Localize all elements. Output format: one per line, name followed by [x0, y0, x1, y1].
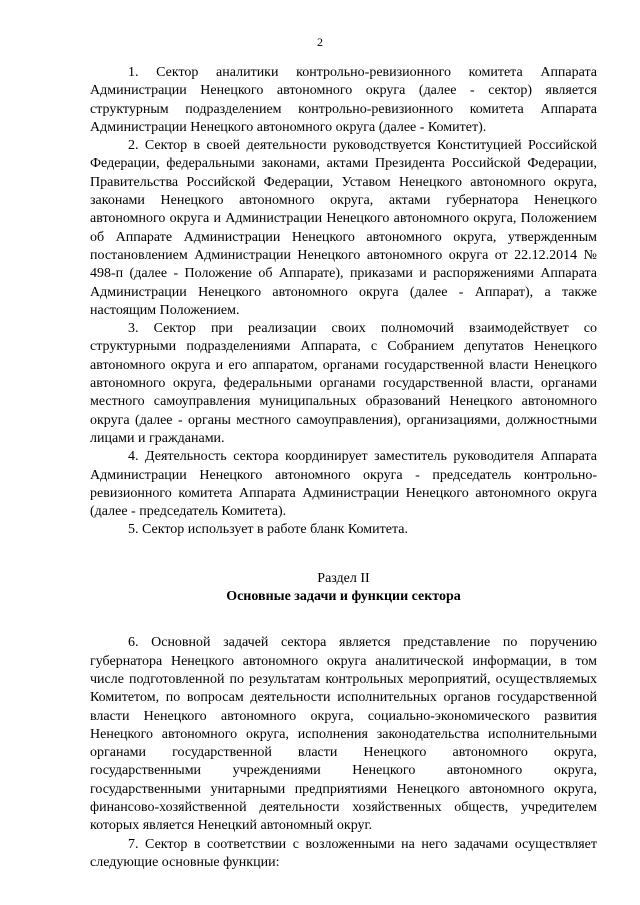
paragraph-4: 4. Деятельность сектора координирует заместитель руководителя Аппарата Администрации Ненецкого автономного округа - председатель контрольно-ревизионного комитета Аппарата Администрации Ненецкого автономного округа (далее - председатель Комитета). — [90, 449, 597, 520]
paragraph-5: 5. Сектор использует в работе бланк Комитета. — [128, 522, 408, 538]
section-number: Раздел II — [317, 570, 370, 586]
paragraph-3: 3. Сектор при реализации своих полномочий взаимодействует со структурными подразделениями Аппарата, с Собранием депутатов Ненецкого автономного округа и его аппаратом, органами государственной власти Ненецкого автономного округа, федеральными органами государственной власти, органами местного самоуправления муниципальных образований Ненецкого автономного округа (далее - органы местного самоуправления), организациями, должностными лицами и гражданами. — [90, 321, 597, 446]
page-number: 2 — [317, 35, 323, 49]
document-body — [90, 64, 597, 872]
paragraph-2: 2. Сектор в своей деятельности руководствуется Конституцией Российской Федерации, федеральными законами, актами Президента Российской Федерации, Правительства Российской Федерации, Уставом Ненецкого автономного округа, законами Ненецкого автономного округа, актами губернатора Ненецкого автономного округа и Администрации Ненецкого автономного округа, Положением об Аппарате Администрации Ненецкого автономного округа, утвержденным постановлением Администрации Ненецкого автономного округа от 22.12.2014 № 498-п (далее - Положение об Аппарате), приказами и распоряжениями Аппарата Администрации Ненецкого автономного округа (далее - Аппарат), а также настоящим Положением. — [90, 138, 597, 318]
paragraph-1: 1. Сектор аналитики контрольно-ревизионного комитета Аппарата Администрации Ненецкого автономного округа (далее - сектор) является структурным подразделением контрольно-ревизионного комитета Аппарата Администрации Ненецкого автономного округа (далее - Комитет). — [90, 65, 597, 135]
paragraph-6: 6. Основной задачей сектора является представление по поручению губернатора Ненецкого автономного округа аналитической информации, в том числе подготовленной по результатам контрольных мероприятий, осуществляемых Комитетом, по вопросам деятельности исполнительных органов государственной власти Ненецкого автономного округа, социально-экономического развития Ненецкого автономного округа, исполнения законодательства исполнительными органами государственной власти Ненецкого автономного округа, государственными учреждениями Ненецкого автономного округа, государственными унитарными предприятиями Ненецкого автономного округа, финансово-хозяйственной деятельности хозяйственных обществ, учредителем которых является Ненецкий автономный округ. — [90, 635, 597, 834]
section-title: Основные задачи и функции сектора — [226, 589, 461, 605]
section-heading — [90, 570, 597, 607]
paragraph-7: 7. Сектор в соответствии с возложенными на него задачами осуществляет следующие основные функции: — [90, 836, 597, 870]
